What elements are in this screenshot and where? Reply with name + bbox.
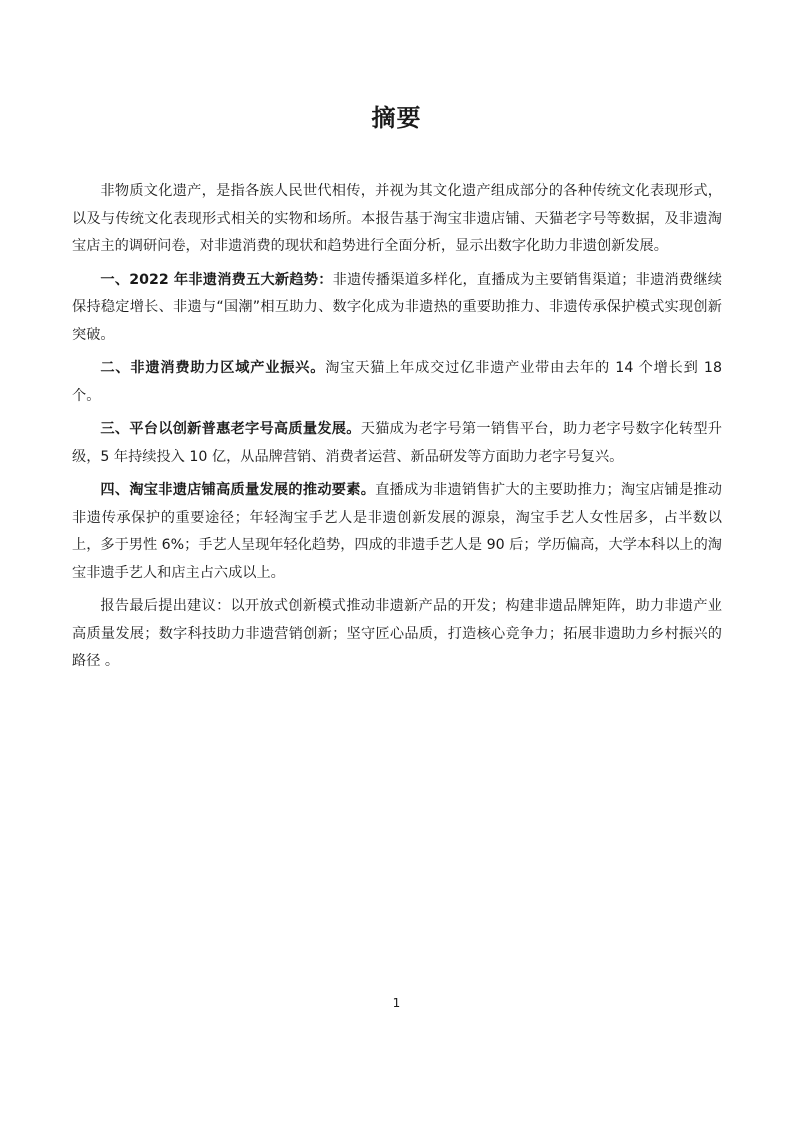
abstract-paragraph-trends [72,267,722,350]
paragraph-text: 淘宝天猫上年成交过亿非遗产业带由去年的 14 个增长到 18 个。 [72,360,722,404]
abstract-paragraph-recommendations [72,593,722,676]
paragraph-lead: 四、淘宝非遗店铺高质量发展的推动要素。 [100,482,376,498]
page-number: 1 [392,996,401,1010]
paragraph-text: 天猫成为老字号第一销售平台，助力老字号数字化转型升级，5 年持续投入 10 亿，从品牌营销、消费者运营、新品研发等方面助力老字号复兴。 [72,421,722,465]
paragraph-text: 非遗传播渠道多样化，直播成为主要销售渠道；非遗消费继续保持稳定增长、非遗与“国潮”相互助力、数字化成为非遗热的重要助推力、非遗传承保护模式实现创新突破。 [72,271,722,343]
paragraph-lead: 三、平台以创新普惠老字号高质量发展。 [100,421,361,437]
abstract-paragraph-intro [72,178,722,261]
abstract-paragraph-drivers [72,477,722,587]
paragraph-text: 直播成为非遗销售扩大的主要助推力；淘宝店铺是推动非遗传承保护的重要途径；年轻淘宝手艺人是非遗创新发展的源泉，淘宝手艺人女性居多，占半数以上，多于男性 6%；手艺人呈现年轻化趋势，四成的非遗手艺人是 90 后；学历偏高，大学本科以上的淘宝非遗手艺人和店主占六成以上。 [72,482,722,581]
abstract-paragraph-regional [72,355,722,410]
abstract-paragraph-platform [72,416,722,471]
paragraph-text: 非物质文化遗产，是指各族人民世代相传，并视为其文化遗产组成部分的各种传统文化表现形式，以及与传统文化表现形式相关的实物和场所。本报告基于淘宝非遗店铺、天猫老字号等数据，及非遗淘宝店主的调研问卷，对非遗消费的现状和趋势进行全面分析，显示出数字化助力非遗创新发展。 [72,183,722,254]
paragraph-lead: 二、非遗消费助力区域产业振兴。 [100,360,326,376]
paragraph-lead: 一、2022 年非遗消费五大新趋势： [100,271,333,288]
abstract-body [72,178,722,682]
page-title: 摘要 [371,104,422,132]
paragraph-text: 报告最后提出建议：以开放式创新模式推动非遗新产品的开发；构建非遗品牌矩阵，助力非遗产业高质量发展；数字科技助力非遗营销创新；坚守匠心品质，打造核心竞争力；拓展非遗助力乡村振兴的路径 。 [72,598,722,669]
